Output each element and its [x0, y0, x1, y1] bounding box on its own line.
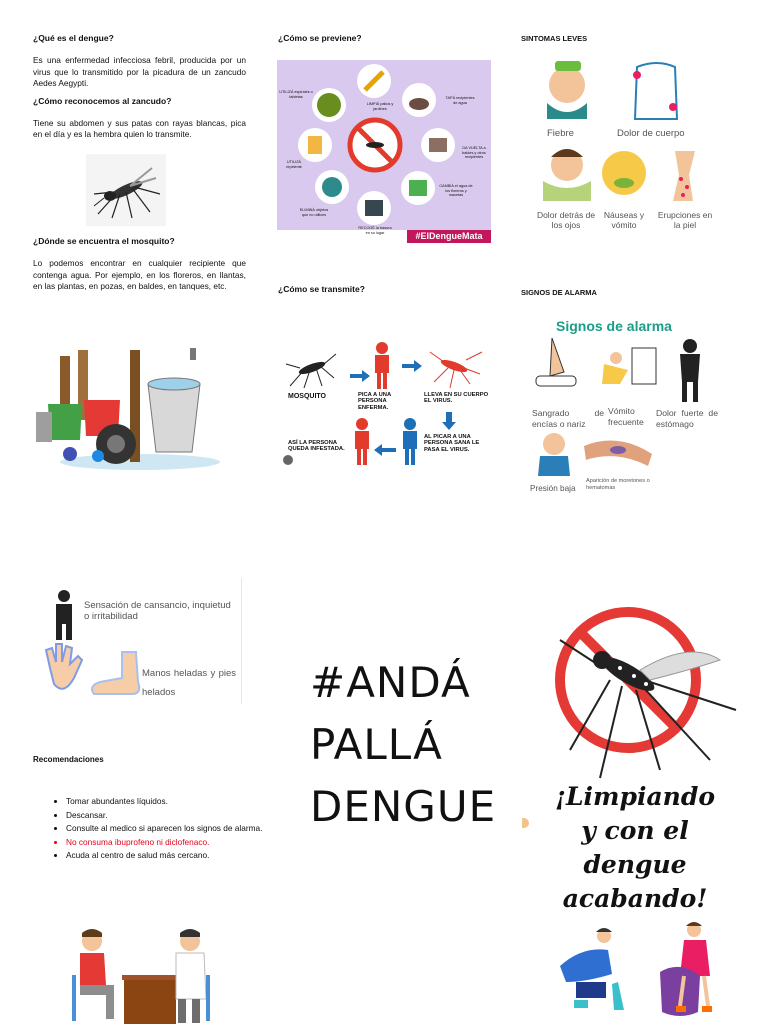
transmit-step: LLEVA EN SU CUERPO EL VIRUS.	[424, 392, 489, 405]
alarm-sign-label: Presión baja	[530, 484, 576, 493]
alarm-signs-title: SIGNOS DE ALARMA	[521, 288, 597, 297]
doctor-consultation-illustration	[66, 925, 214, 1024]
transmit-step: ASÍ LA PERSONA QUEDA INFESTADA.	[288, 440, 345, 453]
body-pain-icon	[633, 63, 677, 119]
no-mosquito-icon	[540, 600, 740, 780]
section-what-is-dengue	[33, 33, 246, 141]
script-slogan-line: y con el	[581, 816, 689, 845]
stomach-pain-icon	[680, 339, 700, 402]
answer-paragraph: Es una enfermedad infecciosa febril, producida por un virus que lo transmitido por la picadura de un zancudo Aedes Aegypti.	[33, 55, 246, 88]
prevent-label: UTILIZÁ repelente	[286, 160, 302, 169]
symptom-label: Náuseas y vómito	[603, 210, 645, 230]
recommendation-item: • Consulte al medico si aparecen los signos de alarma.	[66, 822, 266, 836]
doctor-icon	[176, 929, 210, 1023]
slogan-block	[310, 652, 515, 838]
prevent-label: ELIMINÁ objetos que no utilices	[299, 208, 329, 217]
extra-sign-label: Manos heladas y pies helados	[142, 668, 236, 698]
symptom-label: Fiebre	[547, 128, 574, 139]
recommendations-list	[48, 795, 266, 863]
rash-icon	[673, 151, 695, 201]
slogan-line: #ANDÁ	[310, 658, 471, 707]
alarm-sign-label: Sangrado de encías o nariz	[532, 408, 604, 429]
question-heading: ¿Cómo se previene?	[278, 33, 362, 43]
prevent-label: DA VUELTA a baldes y otros recipientes	[462, 146, 486, 159]
mild-symptoms-title: SINTOMAS LEVES	[521, 34, 588, 43]
mosquito-icon	[86, 154, 166, 226]
prevent-label: LIMPIÁ patios y jardines	[366, 102, 394, 111]
infected-mosquito-icon	[430, 352, 482, 388]
bruise-icon	[584, 441, 652, 466]
symptom-label: Erupciones en la piel	[657, 210, 713, 230]
script-slogan-line: ¡Limpiando	[554, 782, 715, 811]
recommendation-warning: • No consuma ibuprofeno ni diclofenaco.	[66, 836, 266, 850]
recommendation-item: • Descansar.	[66, 809, 266, 823]
healthy-person-icon	[403, 418, 417, 465]
extra-sign-label: Sensación de cansancio, inquietud o irritabilidad	[84, 600, 231, 622]
answer-paragraph: Tiene su abdomen y sus patas con rayas blancas, pica en el día y es la hembra quien lo transmite.	[33, 117, 246, 139]
script-slogan	[540, 780, 730, 916]
mild-symptoms-icons	[525, 55, 737, 235]
recommendation-item: • Acuda al centro de salud más cercano.	[66, 849, 266, 863]
cleaning-people-illustration	[552, 920, 732, 1020]
alarm-signs-panel	[528, 314, 738, 499]
nose-bleed-icon	[536, 338, 576, 386]
sick-person-icon	[375, 342, 389, 389]
transmission-infographic	[278, 338, 491, 473]
low-pressure-icon	[538, 433, 570, 476]
recommendations-title: Recomendaciones	[33, 755, 104, 764]
mosquito-icon	[286, 354, 336, 388]
tired-person-icon	[56, 590, 72, 640]
slogan-line: DENGUE	[310, 782, 497, 831]
prevent-label: CAMBIÁ el agua de los floreros y macetas	[439, 184, 473, 197]
extra-signs-panel	[38, 578, 242, 706]
symptom-label: Dolor detrás de los ojos	[536, 210, 596, 230]
mild-symptoms-panel	[525, 55, 737, 235]
cold-foot-icon	[92, 652, 139, 694]
question-heading: ¿Cómo reconocemos al zancudo?	[33, 95, 172, 106]
question-heading: ¿Dónde se encuentra el mosquito?	[33, 236, 175, 246]
alarm-heading: Signos de alarma	[556, 318, 672, 334]
no-mosquito-sign	[540, 600, 740, 780]
prevention-infographic	[277, 60, 491, 243]
decorative-dot	[522, 818, 529, 828]
cold-hand-icon	[46, 644, 82, 689]
script-slogan-line: acabando!	[562, 884, 708, 913]
transmit-step: AL PICAR A UNA PERSONA SANA LE PASA EL VIRUS.	[424, 434, 480, 453]
fever-icon	[547, 61, 587, 119]
cleaning-people-icon	[552, 920, 732, 1020]
transmit-step: PICA A UNA PERSONA ENFERMA.	[358, 392, 391, 411]
vomit-icon	[602, 348, 656, 384]
infected-person-icon	[355, 418, 369, 465]
mosquito-photo	[86, 154, 166, 226]
question-heading: ¿Qué es el dengue?	[33, 33, 114, 43]
nausea-icon	[602, 151, 646, 195]
water-containers-illustration	[30, 344, 222, 472]
eye-pain-icon	[543, 149, 591, 201]
slogan-line: PALLÁ	[310, 720, 443, 769]
alarm-sign-label: Vómito frecuente	[608, 406, 644, 427]
container-icon	[30, 344, 222, 472]
hashtag-banner: #ElDengueMata	[415, 231, 483, 241]
symptom-label: Dolor de cuerpo	[617, 128, 685, 139]
recommendation-item: • Tomar abundantes líquidos.	[66, 795, 266, 809]
prevent-label: UTILIZÁ espirales o tabletas	[279, 90, 313, 99]
alarm-sign-label: Aparición de moretones o hematomas	[586, 478, 650, 491]
patient-icon	[72, 929, 114, 1021]
answer-paragraph: Lo podemos encontrar en cualquier recipiente que contenga agua. Por ejemplo, en los floreros, en llantas, en las plantas, en pozas, en baldes, en tanques, etc.	[33, 258, 246, 291]
prevent-label: TAPÁ recipientes de agua	[445, 96, 475, 105]
question-heading: ¿Cómo se transmite?	[278, 284, 365, 294]
section-where-mosquito	[33, 236, 246, 293]
alarm-sign-label: Dolor fuerte de estómago	[656, 408, 718, 429]
script-slogan-line: dengue	[583, 850, 687, 879]
transmit-label: MOSQUITO	[288, 393, 326, 400]
prevent-label: RECOGÉ la basura en su lugar	[358, 226, 392, 235]
